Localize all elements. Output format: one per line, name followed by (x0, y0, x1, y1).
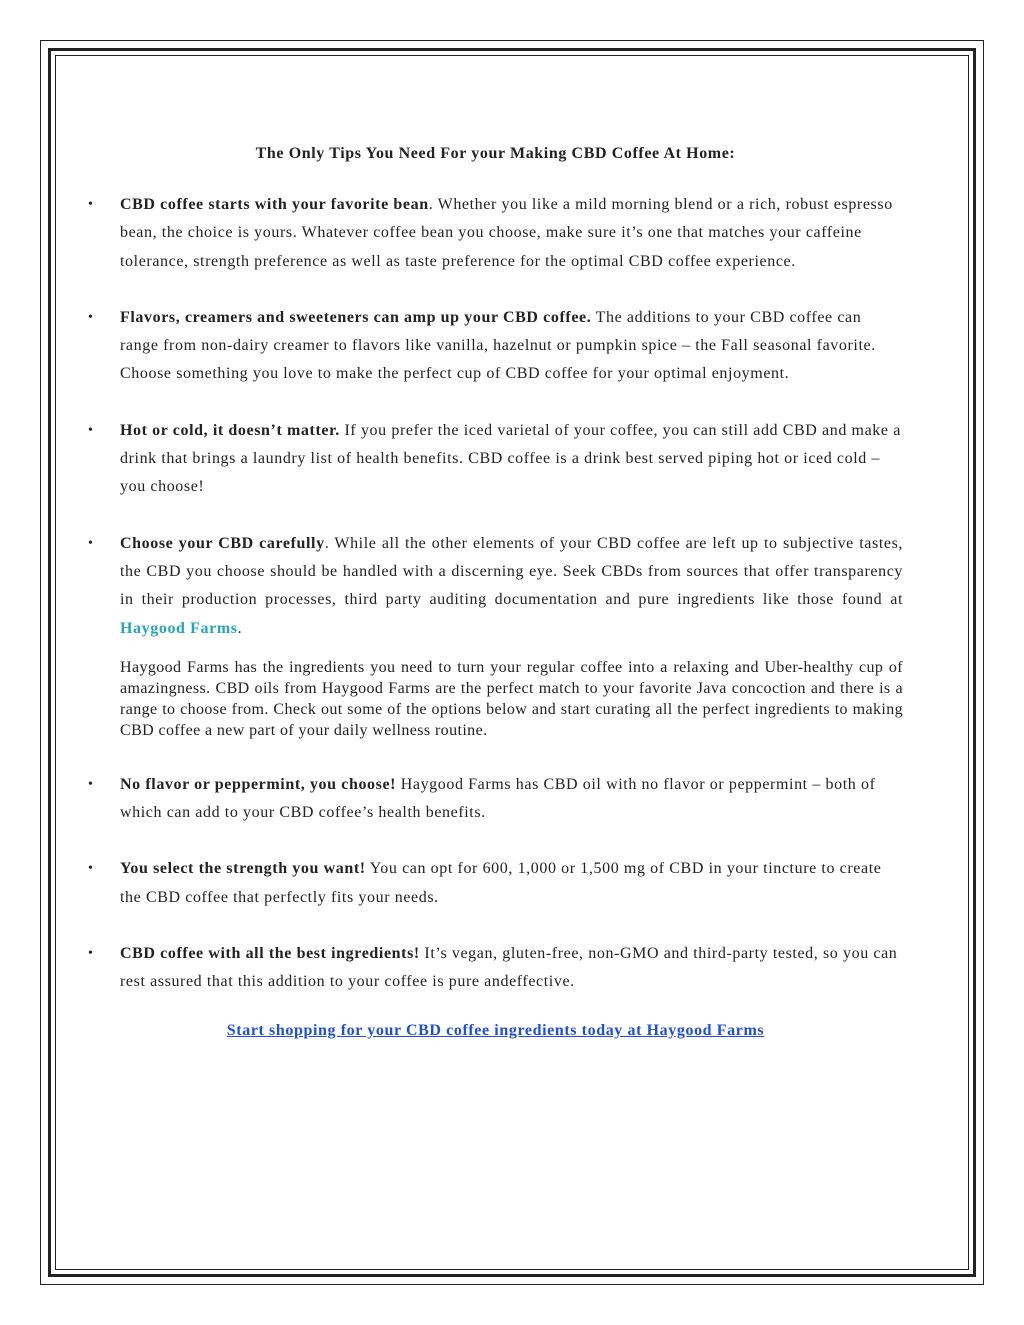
bullet-icon: • (88, 309, 94, 325)
shop-link[interactable]: Start shopping for your CBD coffee ingredients today at Haygood Farms (226, 1021, 765, 1039)
bullet-icon: • (88, 861, 94, 877)
options-list (88, 771, 903, 997)
option-text: You can opt for 600, 1,000 or 1,500 mg of CBD in your tincture to create the CBD coffee that perfectly fits your needs. (120, 860, 882, 906)
brand-name: Haygood Farms (120, 619, 238, 637)
document-title: The Only Tips You Need For your Making CBD Coffee At Home: (255, 145, 736, 162)
tip-text: . While all the other elements of your CBD coffee are left up to subjective tastes, the CBD you choose should be handled with a discerning eye. Seek CBDs from sources that offer transparency in their production processes, third party auditing documentation and pure ingredients like those found at (120, 534, 903, 609)
tip-item-flavors (88, 304, 903, 389)
option-lead: No flavor or peppermint, you choose! (120, 775, 397, 793)
tip-text: The additions to your CBD coffee can range from non-dairy creamer to flavors like vanilla, hazelnut or pumpkin spice – the Fall seasonal favorite. Choose something you love to make the perfect cup of CBD coffee for your optimal enjoyment. (120, 308, 876, 383)
tip-lead: Choose your CBD carefully (120, 534, 325, 552)
option-text: It’s vegan, gluten-free, non-GMO and third-party tested, so you can rest assured that this addition to your coffee is pure andeffective. (120, 945, 898, 991)
tip-item-bean (88, 191, 903, 276)
option-item-strength (88, 855, 903, 912)
option-item-ingredients (88, 940, 903, 997)
tip-item-choose-cbd (88, 530, 903, 643)
intro-paragraph: Haygood Farms has the ingredients you need to turn your regular coffee into a relaxing and Uber-healthy cup of amazingness. CBD oils from Haygood Farms are the perfect match to your favorite Java concoction and there is a range to choose from. Check out some of the options below and start curating all the perfect ingredients to making CBD coffee a new part of your daily wellness routine. (120, 658, 903, 739)
tip-lead: Hot or cold, it doesn’t matter. (120, 421, 340, 439)
tip-tail: . (237, 619, 243, 637)
bullet-icon: • (88, 946, 94, 962)
tip-text: If you prefer the iced varietal of your coffee, you can still add CBD and make a drink that brings a laundry list of health benefits. CBD coffee is a drink best served piping hot or iced cold – you choose! (120, 421, 901, 496)
bullet-icon: • (88, 535, 94, 551)
option-item-flavor (88, 771, 903, 828)
tip-lead: Flavors, creamers and sweeteners can amp up your CBD coffee. (120, 308, 592, 326)
bullet-icon: • (88, 776, 94, 792)
cta-paragraph (88, 1019, 903, 1043)
option-text: Haygood Farms has CBD oil with no flavor or peppermint – both of which can add to your CBD coffee’s health benefits. (120, 775, 876, 822)
option-lead: You select the strength you want! (120, 860, 366, 878)
document-body (88, 142, 903, 1043)
bullet-icon: • (88, 197, 94, 212)
tip-lead: CBD coffee starts with your favorite bean (120, 196, 429, 213)
bullet-icon: • (88, 422, 94, 438)
option-lead: CBD coffee with all the best ingredients! (120, 945, 420, 963)
tips-list (88, 191, 903, 643)
tip-text: . Whether you like a mild morning blend or a rich, robust espresso bean, the choice is yours. Whatever coffee bean you choose, make sure it’s one that matches your caffeine tolerance, strength preference as well as taste preference for the optimal CBD coffee experience. (120, 196, 893, 270)
tip-item-hot-cold (88, 417, 903, 502)
